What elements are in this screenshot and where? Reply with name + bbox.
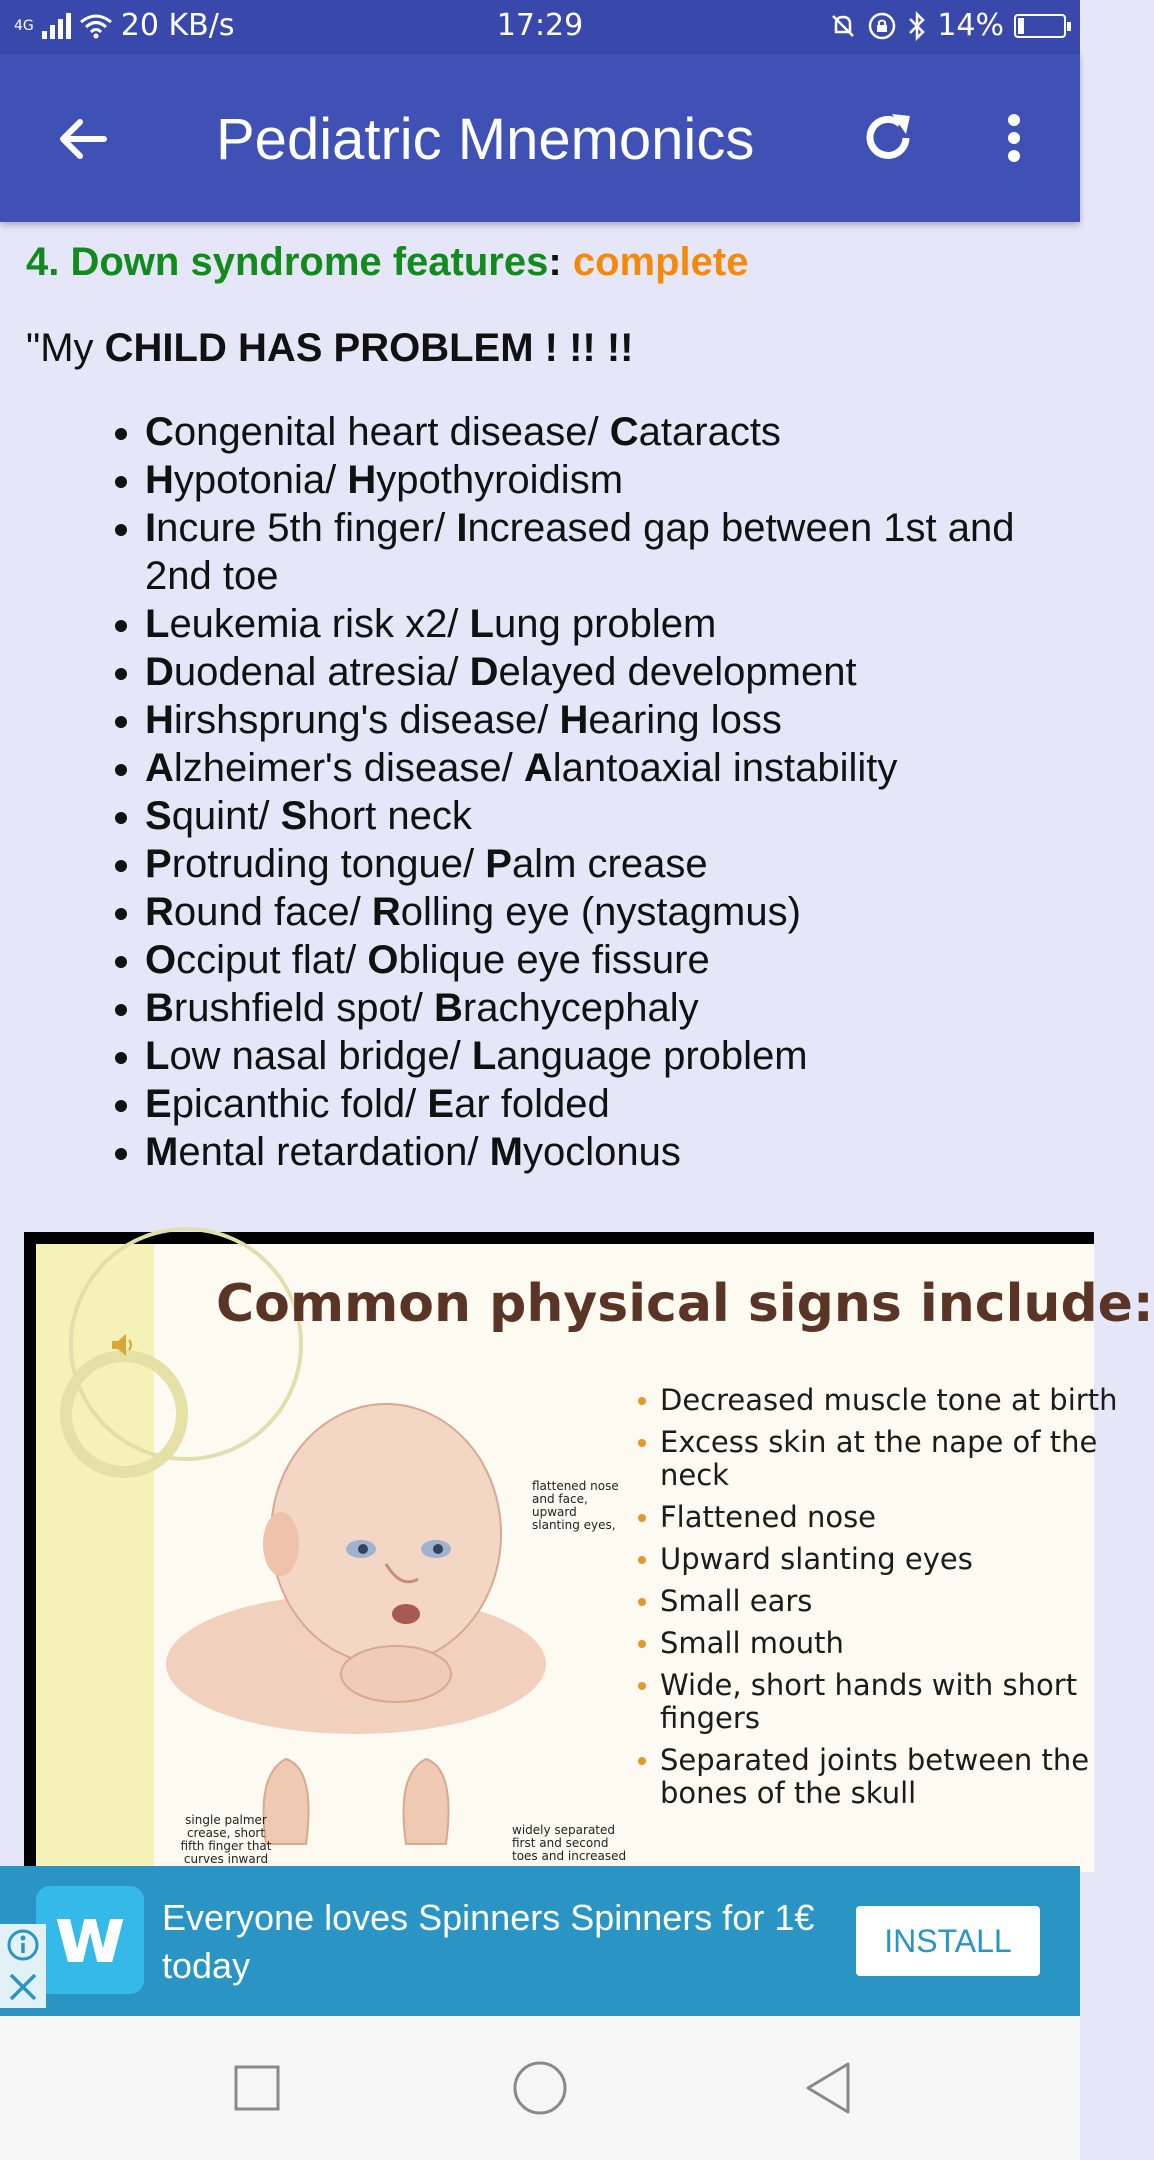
slide-bullet: Upward slanting eyes bbox=[660, 1543, 1120, 1576]
slide-bullet: Small mouth bbox=[660, 1627, 1120, 1660]
mnemonic-letter: P bbox=[485, 842, 512, 886]
mnemonic-letter: P bbox=[145, 842, 172, 886]
mnemonic-text: lantoaxial instability bbox=[552, 746, 898, 790]
mnemonic-text: ncreased gap between 1st and 2nd toe bbox=[145, 506, 1015, 598]
ad-app-logo[interactable]: w bbox=[36, 1886, 144, 1994]
mnemonic-text: irshsprung's disease/ bbox=[173, 698, 560, 742]
app-bar bbox=[0, 54, 1080, 222]
battery-fill bbox=[1018, 18, 1024, 34]
mnemonic-letter: E bbox=[145, 1082, 172, 1126]
mnemonic-text: ypotonia/ bbox=[173, 458, 348, 502]
arrow-left-icon[interactable] bbox=[52, 108, 114, 170]
mnemonic-letter: A bbox=[523, 746, 553, 790]
slide-bullet: Small ears bbox=[660, 1585, 1120, 1618]
mnemonic-text: earing loss bbox=[588, 698, 782, 742]
mnemonic-text: ound face/ bbox=[173, 890, 372, 934]
mnemonic-list bbox=[100, 408, 1045, 1176]
slide-image bbox=[24, 1232, 1154, 1872]
mnemonic-item bbox=[145, 936, 1045, 984]
mnemonic-item bbox=[145, 504, 1045, 600]
mnemonic-item bbox=[145, 408, 1045, 456]
mnemonic-text: picanthic fold/ bbox=[171, 1082, 428, 1126]
mnemonic-item bbox=[145, 648, 1045, 696]
content-scroll[interactable] bbox=[0, 222, 1154, 1866]
mnemonic-item bbox=[145, 600, 1045, 648]
slide-bullet: Flattened nose bbox=[660, 1501, 1120, 1534]
mnemonic-item bbox=[145, 744, 1045, 792]
mnemonic-item bbox=[145, 840, 1045, 888]
mnemonic-text: ar folded bbox=[454, 1082, 610, 1126]
install-button[interactable]: INSTALL bbox=[856, 1906, 1040, 1976]
speaker-icon bbox=[108, 1330, 138, 1360]
phrase-prefix: "My bbox=[26, 326, 105, 370]
mnemonic-letter: L bbox=[145, 602, 170, 646]
mnemonic-item bbox=[145, 1128, 1045, 1176]
mnemonic-text: ental retardation/ bbox=[178, 1130, 490, 1174]
mnemonic-letter: B bbox=[434, 986, 463, 1030]
caption-toes: widely separated first and second toes and increased bbox=[512, 1823, 627, 1863]
page-title: Pediatric Mnemonics bbox=[216, 107, 755, 172]
mnemonic-item bbox=[145, 1080, 1045, 1128]
mnemonic-text: uodenal atresia/ bbox=[173, 650, 470, 694]
mnemonic-text: blique eye fissure bbox=[398, 938, 710, 982]
mnemonic-text: cciput flat/ bbox=[176, 938, 368, 982]
completion-status: complete bbox=[572, 240, 749, 284]
refresh-icon[interactable] bbox=[856, 106, 920, 170]
mnemonic-letter: L bbox=[145, 1034, 170, 1078]
mnemonic-text: rachycephaly bbox=[462, 986, 699, 1030]
network-speed: 20 KB/s bbox=[120, 8, 235, 43]
mnemonic-item bbox=[145, 696, 1045, 744]
mnemonic-letter: C bbox=[609, 410, 639, 454]
bluetooth-icon bbox=[907, 11, 927, 41]
circle-icon[interactable] bbox=[510, 2060, 570, 2116]
battery-percent: 14% bbox=[937, 8, 1004, 43]
mnemonic-letter: M bbox=[489, 1130, 523, 1174]
mnemonic-letter: B bbox=[145, 986, 174, 1030]
mnemonic-text: olling eye (nystagmus) bbox=[400, 890, 801, 934]
ad-banner[interactable] bbox=[0, 1866, 1080, 2016]
mnemonic-letter: S bbox=[280, 794, 308, 838]
mnemonic-letter: E bbox=[427, 1082, 455, 1126]
mnemonic-text: lzheimer's disease/ bbox=[173, 746, 524, 790]
mnemonic-text: yoclonus bbox=[522, 1130, 681, 1174]
mnemonic-text: quint/ bbox=[171, 794, 281, 838]
mnemonic-text: ow nasal bridge/ bbox=[169, 1034, 472, 1078]
slide-bullet: Wide, short hands with short fingers bbox=[660, 1669, 1120, 1735]
mnemonic-text: ypothyroidism bbox=[376, 458, 624, 502]
mnemonic-letter: D bbox=[469, 650, 499, 694]
mnemonic-letter: R bbox=[145, 890, 174, 934]
network-type: 4G bbox=[14, 17, 34, 34]
mnemonic-letter: A bbox=[145, 746, 174, 790]
status-bar bbox=[0, 0, 1080, 54]
mnemonic-text: hort neck bbox=[307, 794, 472, 838]
status-right bbox=[829, 8, 1066, 43]
mnemonic-item bbox=[145, 888, 1045, 936]
mnemonic-letter: H bbox=[347, 458, 377, 502]
mnemonic-text: anguage problem bbox=[496, 1034, 808, 1078]
mnemonic-letter: C bbox=[145, 410, 174, 454]
mnemonic-letter: R bbox=[371, 890, 401, 934]
mnemonic-text: elayed development bbox=[498, 650, 857, 694]
heading-title: 4. Down syndrome features bbox=[26, 240, 549, 284]
slide-canvas bbox=[36, 1244, 1154, 1872]
square-icon[interactable] bbox=[232, 2060, 282, 2116]
mnemonic-letter: H bbox=[559, 698, 589, 742]
caption-palm: single palmer crease, short fifth finger that curves inward bbox=[180, 1813, 272, 1866]
slide-title: Common physical signs include: bbox=[216, 1274, 1154, 1334]
close-ad-icon[interactable] bbox=[0, 1966, 46, 2008]
mnemonic-text: rotruding tongue/ bbox=[171, 842, 486, 886]
mnemonic-letter: O bbox=[145, 938, 177, 982]
mnemonic-text: alm crease bbox=[511, 842, 708, 886]
mnemonic-heading bbox=[26, 240, 748, 285]
mute-bell-icon bbox=[829, 12, 857, 40]
mnemonic-letter: H bbox=[145, 698, 174, 742]
battery-icon bbox=[1014, 14, 1066, 38]
mnemonic-letter: D bbox=[145, 650, 174, 694]
mnemonic-letter: I bbox=[456, 506, 468, 550]
clock: 17:29 bbox=[496, 8, 584, 43]
mnemonic-text: ataracts bbox=[638, 410, 781, 454]
heading-colon: : bbox=[548, 240, 562, 284]
phrase-bold: CHILD HAS PROBLEM ! !! !! bbox=[104, 326, 634, 370]
mnemonic-letter: I bbox=[145, 506, 157, 550]
mnemonic-text: eukemia risk x2/ bbox=[169, 602, 470, 646]
mnemonic-letter: L bbox=[471, 1034, 497, 1078]
lock-rotation-icon bbox=[867, 11, 897, 41]
mnemonic-text: ung problem bbox=[493, 602, 717, 646]
mnemonic-item bbox=[145, 456, 1045, 504]
slide-bullet: Decreased muscle tone at birth bbox=[660, 1384, 1120, 1417]
triangle-back-icon[interactable] bbox=[800, 2060, 856, 2116]
navigation-bar bbox=[0, 2016, 1080, 2160]
slide-bullet: Separated joints between the bones of the skull bbox=[660, 1744, 1120, 1810]
mnemonic-letter: M bbox=[145, 1130, 179, 1174]
slide-bullet: Excess skin at the nape of the neck bbox=[660, 1426, 1120, 1492]
mnemonic-letter: O bbox=[367, 938, 399, 982]
mnemonic-phrase bbox=[26, 326, 633, 371]
mnemonic-item bbox=[145, 1032, 1045, 1080]
ad-text[interactable]: Everyone loves Spinners Spinners for 1€ today bbox=[162, 1897, 815, 1986]
mnemonic-text: ongenital heart disease/ bbox=[173, 410, 610, 454]
mnemonic-text: ncure 5th finger/ bbox=[156, 506, 457, 550]
mnemonic-letter: S bbox=[145, 794, 172, 838]
more-vert-icon[interactable] bbox=[990, 106, 1038, 170]
slide-bullet-list bbox=[636, 1384, 1120, 1819]
mnemonic-text: rushfield spot/ bbox=[173, 986, 435, 1030]
info-icon[interactable] bbox=[0, 1924, 46, 1966]
mnemonic-letter: L bbox=[469, 602, 494, 646]
mnemonic-item bbox=[145, 792, 1045, 840]
caption-face: flattened nose and face, upward slanting eyes, bbox=[532, 1479, 619, 1532]
mnemonic-item bbox=[145, 984, 1045, 1032]
mnemonic-letter: H bbox=[145, 458, 174, 502]
